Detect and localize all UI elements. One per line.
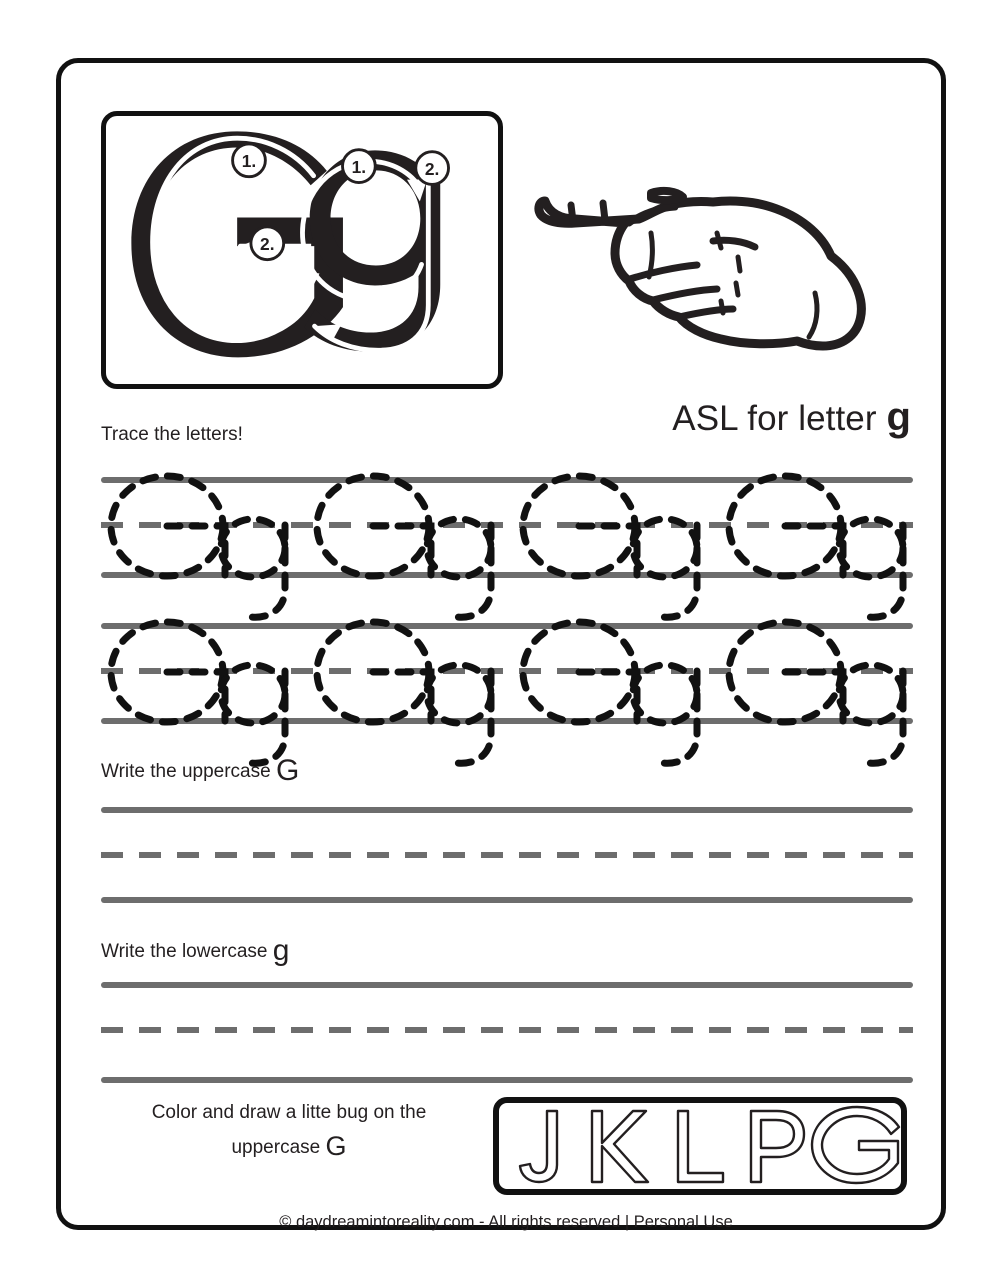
write-uppercase-label [101, 754, 299, 788]
trace-uppercase-g-bar [167, 526, 225, 575]
rule-bottom-line [101, 572, 913, 578]
lowercase-step-1-badge [342, 150, 375, 183]
color-activity-line-1: Color and draw a litte bug on the [151, 1102, 427, 1123]
footer-copyright-text: © daydreamintoreality.com - All rights reserved | Personal Use [279, 1213, 733, 1231]
outline-letter-k [592, 1111, 648, 1182]
trace-uppercase-g-bar [167, 672, 225, 721]
letter-formation-graphic [106, 116, 498, 384]
write-practice-row-uppercase [101, 807, 913, 903]
color-activity-letter: G [325, 1130, 347, 1161]
asl-caption-text: ASL for letter [672, 399, 887, 438]
footer-rule-right [745, 1225, 817, 1230]
write-lowercase-text: Write the lowercase [101, 941, 273, 962]
rule-top-line [101, 982, 913, 988]
lowercase-step-2-badge [416, 152, 449, 185]
trace-row-1 [101, 477, 913, 589]
rule-bottom-line [101, 718, 913, 724]
asl-caption [461, 395, 911, 440]
svg-text:2.: 2. [260, 234, 275, 254]
svg-text:2.: 2. [424, 158, 440, 179]
asl-caption-letter: g [886, 395, 911, 439]
pointing-hand-icon [531, 153, 891, 353]
rule-top-line [101, 477, 913, 483]
footer-rule-left [195, 1225, 267, 1230]
write-uppercase-letter: G [275, 754, 300, 787]
rule-bottom-line [101, 1077, 913, 1083]
outline-letter-g [812, 1107, 899, 1183]
write-lowercase-label [101, 934, 289, 968]
color-activity-prompt [89, 1099, 489, 1166]
worksheet-page-border [56, 58, 946, 1230]
rule-middle-line [101, 852, 913, 858]
footer [61, 1213, 951, 1232]
uppercase-step-2-badge [251, 227, 284, 260]
rule-top-line [101, 807, 913, 813]
write-lowercase-letter: g [272, 934, 290, 967]
letter-formation-box [101, 111, 503, 389]
rule-middle-line [101, 1027, 913, 1033]
asl-hand-illustration [531, 153, 891, 353]
rule-middle-line [101, 522, 913, 528]
write-uppercase-text: Write the uppercase [101, 761, 276, 782]
trace-row-2 [101, 623, 913, 735]
rule-bottom-line [101, 897, 913, 903]
color-activity-line-2: uppercase [231, 1136, 326, 1158]
coloring-letters-graphic [499, 1103, 901, 1189]
rule-top-line [101, 623, 913, 629]
uppercase-step-1-badge [233, 144, 266, 177]
outline-letter-j [520, 1111, 557, 1182]
svg-text:1.: 1. [351, 156, 367, 177]
coloring-letters-box [493, 1097, 907, 1195]
outline-letter-l [678, 1111, 723, 1182]
svg-text:1.: 1. [241, 151, 257, 172]
write-practice-row-lowercase [101, 982, 913, 1078]
rule-middle-line [101, 668, 913, 674]
outline-letter-p [751, 1111, 804, 1182]
trace-instruction-label: Trace the letters! [101, 424, 243, 445]
